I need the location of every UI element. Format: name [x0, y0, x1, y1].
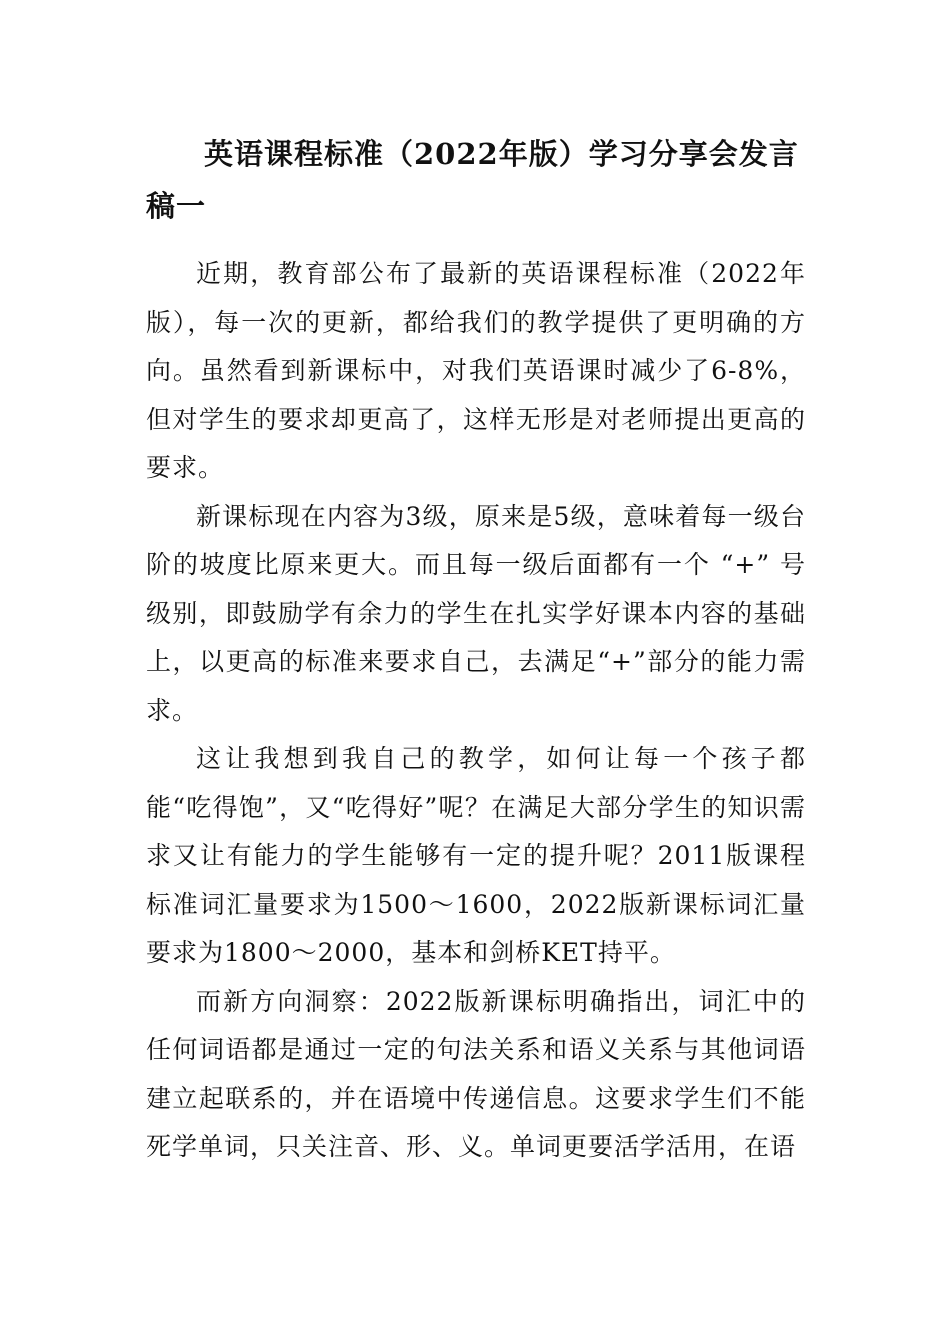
- paragraph: 新课标现在内容为3级，原来是5级，意味着每一级台阶的坡度比原来更大。而且每一级后面都有一个 “+” 号级别，即鼓励学有余力的学生在扎实学好课本内容的基础上，以更高的标准来要求自己，去满足“+”部分的能力需求。: [146, 501, 806, 725]
- paragraph: 而新方向洞察：2022版新课标明确指出，词汇中的任何词语都是通过一定的句法关系和语义关系与其他词语建立起联系的，并在语境中传递信息。这要求学生们不能死学单词，只关注音、形、义。单词更要活学活用，在语: [146, 986, 806, 1161]
- paragraph: 近期，教育部公布了最新的英语课程标准（2022年版），每一次的更新，都给我们的教学提供了更明确的方向。虽然看到新课标中，对我们英语课时减少了6-8%，但对学生的要求却更高了，这样无形是对老师提出更高的要求。: [146, 259, 806, 482]
- document-title: 英语课程标准（2022年版）学习分享会发言稿一: [146, 137, 799, 223]
- document-body: [146, 250, 806, 1172]
- paragraph: 这让我想到我自己的教学，如何让每一个孩子都能“吃得饱”，又“吃得好”呢？在满足大部分学生的知识需求又让有能力的学生能够有一定的提升呢？2011版课程标准词汇量要求为1500～1600，2022版新课标词汇量要求为1800～2000，基本和剑桥KET持平。: [146, 744, 807, 967]
